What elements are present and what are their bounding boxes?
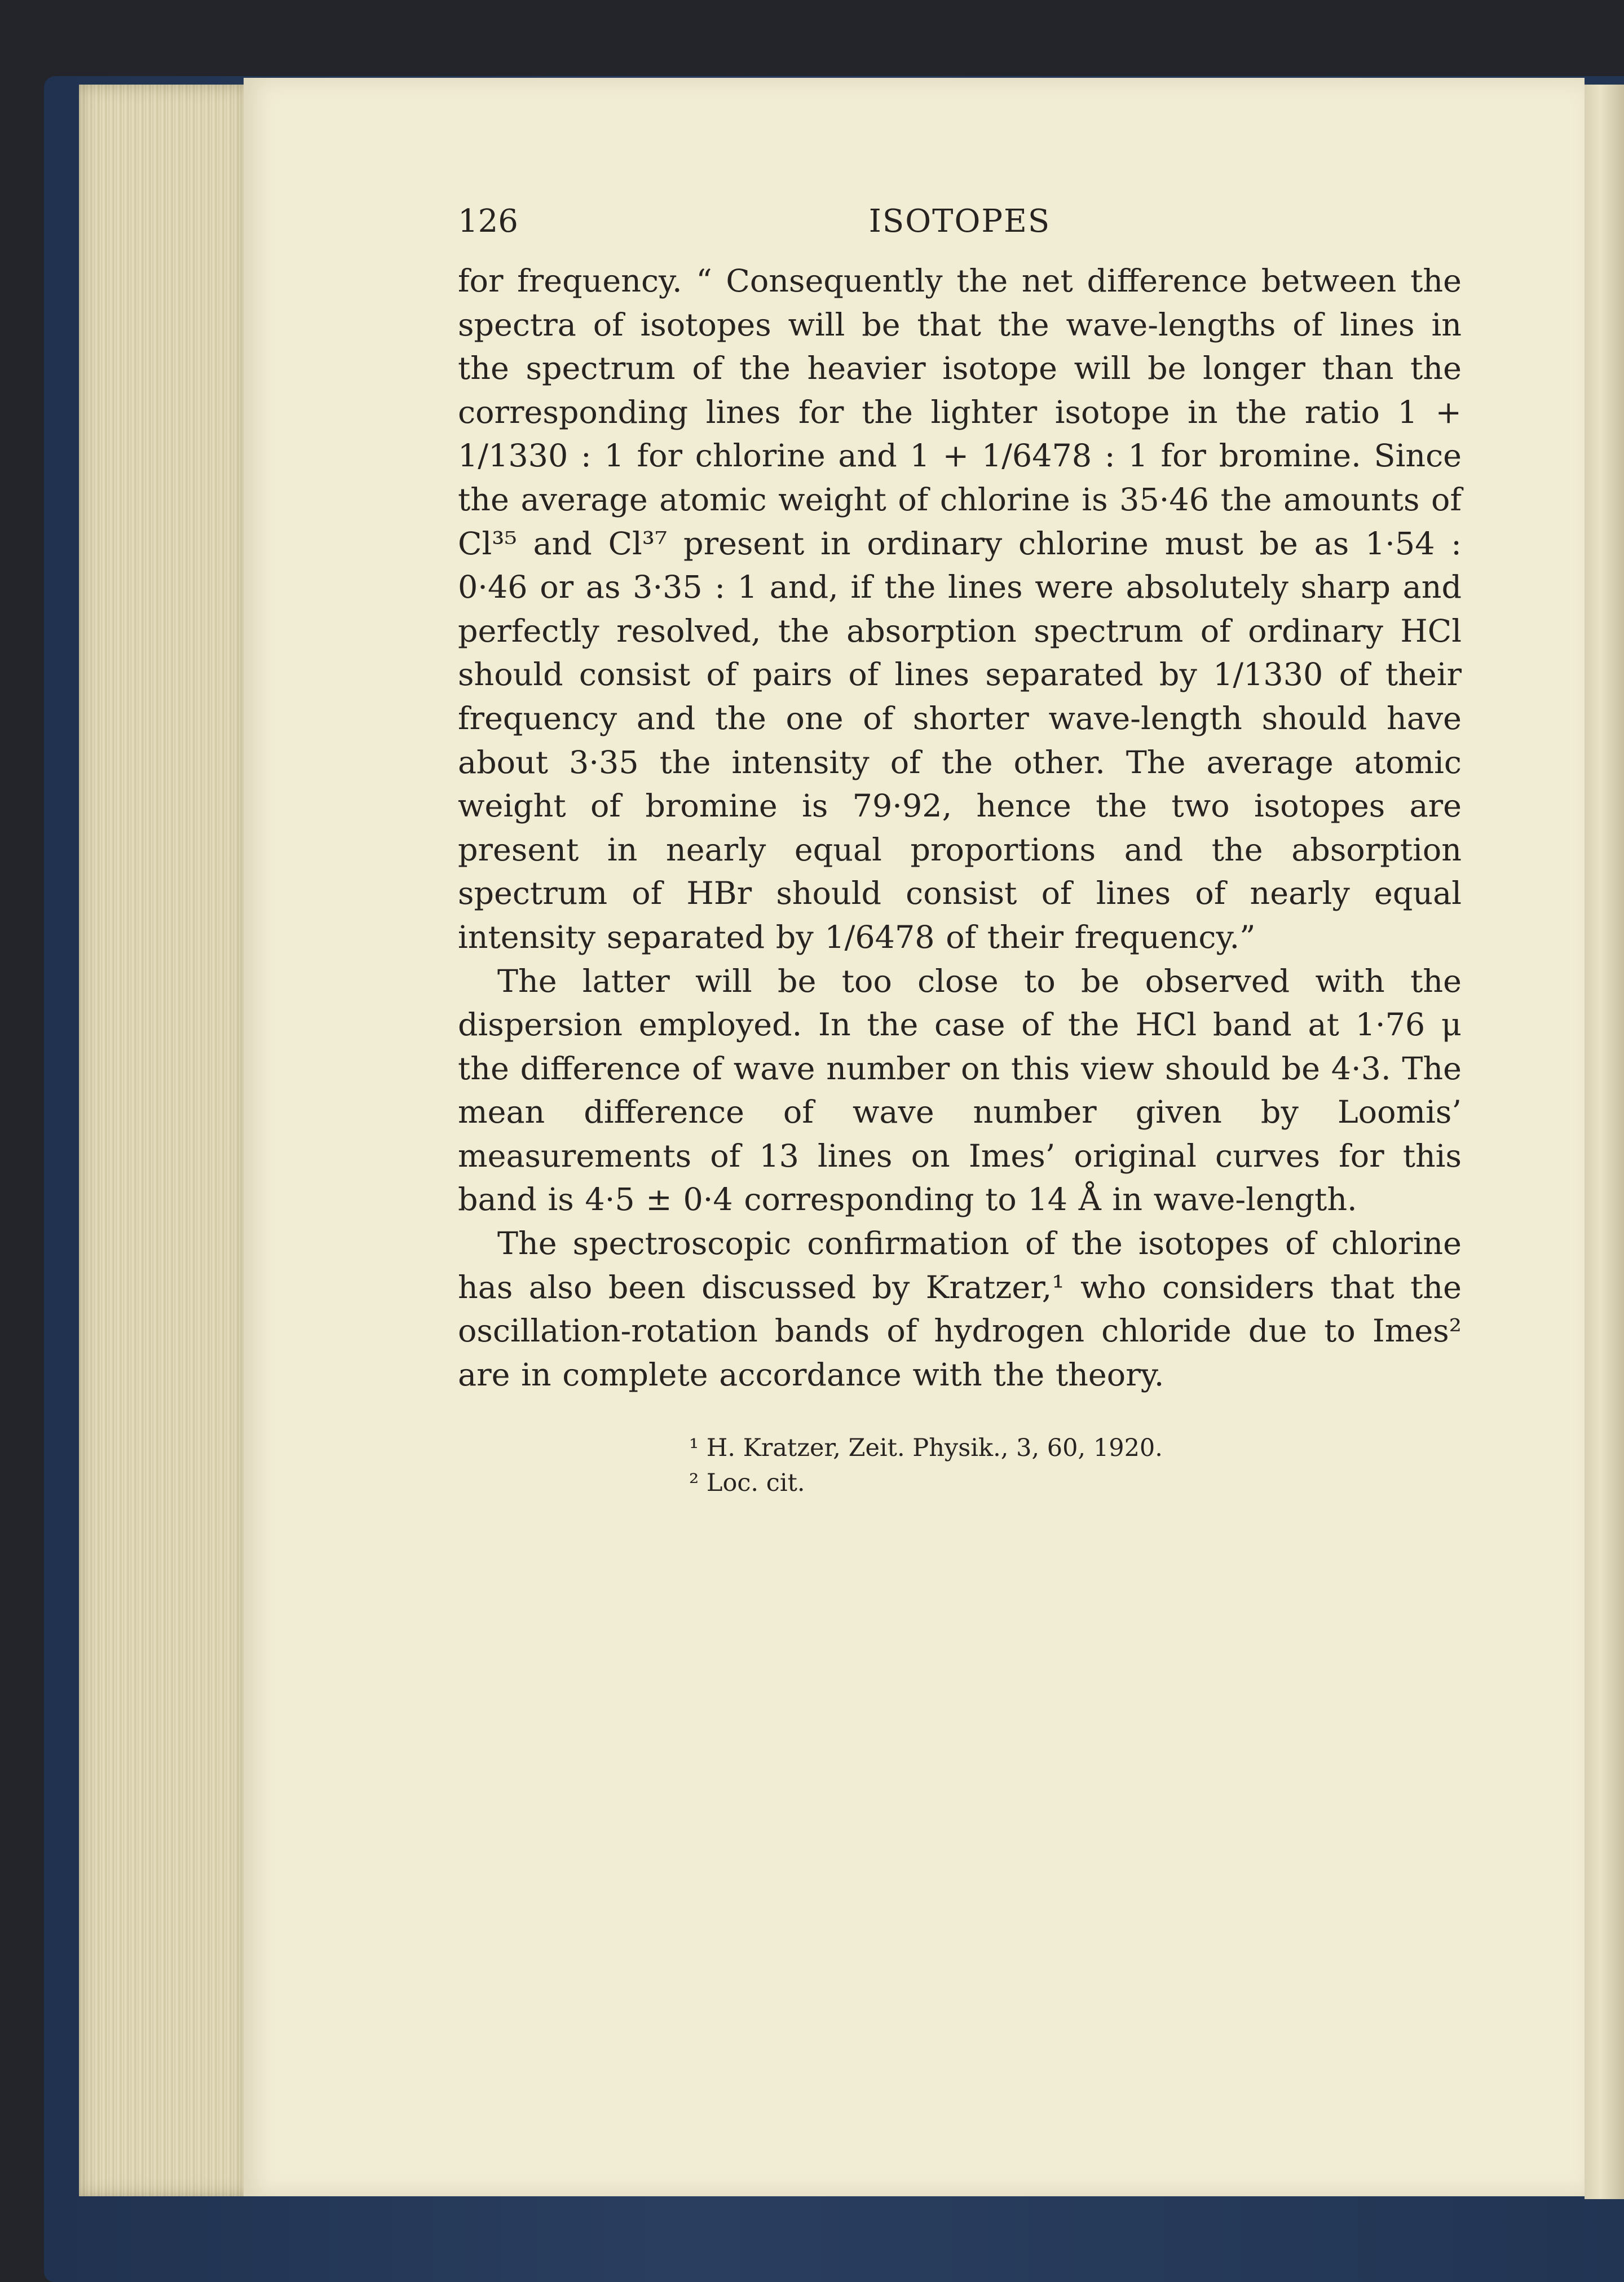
footnote-2: ² Loc. cit. bbox=[689, 1469, 805, 1498]
page-number: 126 bbox=[458, 203, 518, 240]
page-edges bbox=[79, 85, 248, 2196]
footnotes bbox=[689, 1431, 1462, 1500]
paragraph-kratzer: The spectroscopic confirmation of the isotopes of chlorine has also been discussed by Kratzer,¹ who considers that the oscillation-rotation bands of hydrogen chloride due to Imes² are in complete accordance with the theory. bbox=[458, 1225, 1462, 1393]
running-header bbox=[458, 192, 1462, 259]
paragraph-dispersion: The latter will be too close to be observed with the dispersion employed. In the case of the HCl band at 1·76 μ the difference of wave number on this view should be 4·3. The mean difference of wave number given by Loomis’ measurements of 13 lines on Imes’ original curves for this band is 4·5 ± 0·4 corresponding to 14 Å in wave-length. bbox=[458, 963, 1462, 1219]
facing-page-edge bbox=[1585, 85, 1624, 2199]
paragraph-quote: for frequency. “ Consequently the net difference between the spectra of isotopes will be that the wave-lengths of lines in the spectrum of the heavier isotope will be longer than the corresponding lines for the lighter isotope in the ratio 1 + 1/1330 : 1 for chlorine and 1 + 1/6478 : 1 for bromine. Since the average atomic weight of chlorine is 35·46 the amounts of Cl³⁵ and Cl³⁷ present in ordinary chlorine must be as 1·54 : 0·46 or as 3·35 : 1 and, if the lines were absolutely sharp and perfectly resolved, the absorption spectrum of ordinary HCl should consist of pairs of lines separated by 1/1330 of their frequency and the one of shorter wave-length should have about 3·35 the intensity of the other. The average atomic weight of bromine is 79·92, hence the two isotopes are present in nearly equal proportions and the absorption spectrum of HBr should consist of lines of nearly equal intensity separated by 1/6478 of their frequency.” bbox=[458, 263, 1462, 956]
running-title: ISOTOPES bbox=[868, 203, 1051, 240]
footnote-1: ¹ H. Kratzer, Zeit. Physik., 3, 60, 1920. bbox=[689, 1434, 1163, 1463]
page-text bbox=[458, 192, 1462, 1500]
